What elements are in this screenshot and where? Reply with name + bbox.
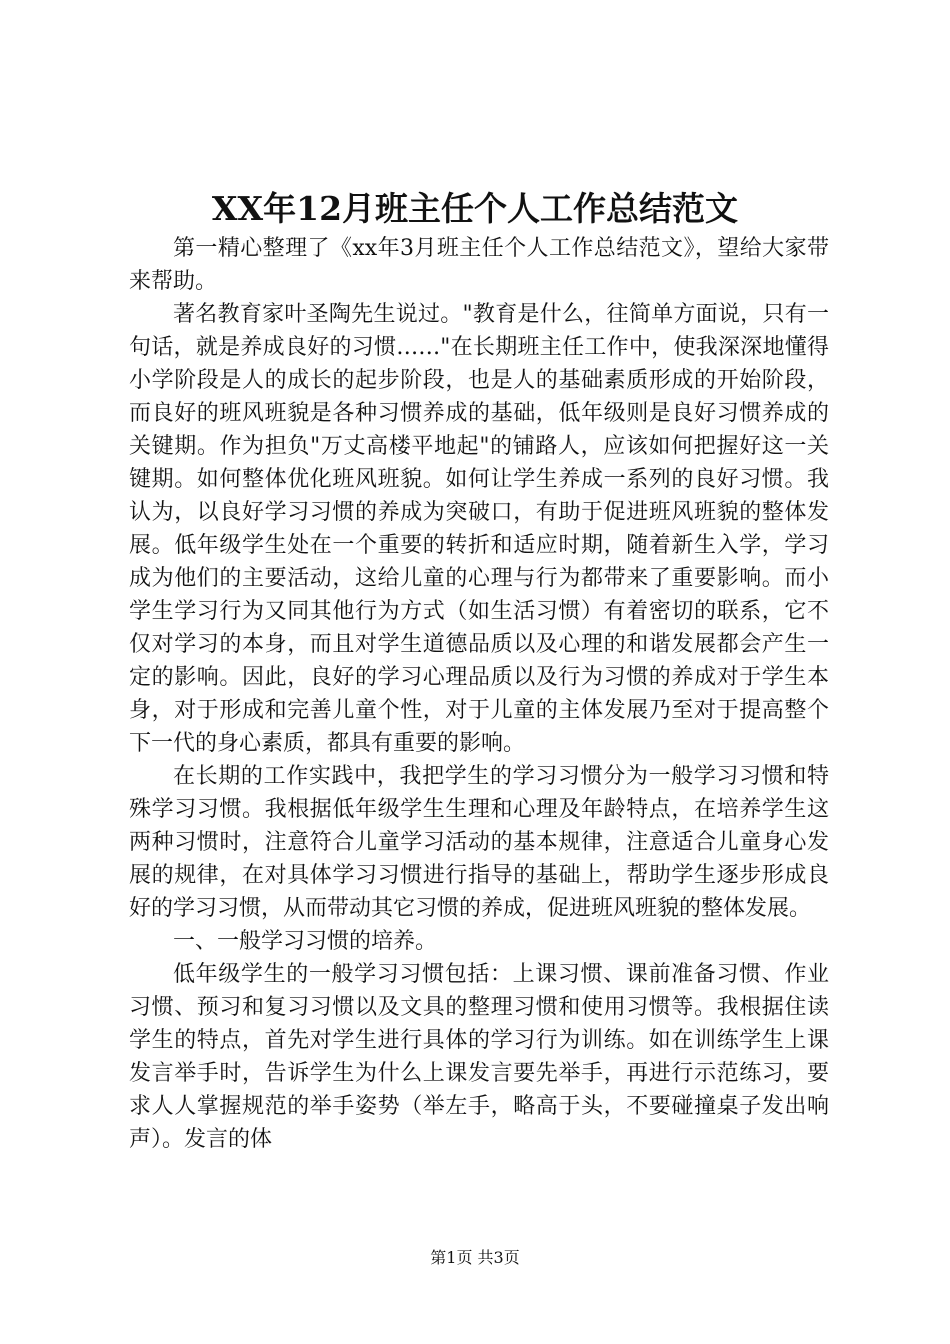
paragraph-quote: 著名教育家叶圣陶先生说过。"教育是什么，往简单方面说，只有一句话，就是养成良好的习惯……"在长期班主任工作中，使我深深地懂得小学阶段是人的成长的起步阶段，也是人的基础素质形成的开始阶段，而良好的班风班貌是各种习惯养成的基础，低年级则是良好习惯养成的关键期。作为担负"万丈高楼平地起"的铺路人，应该如何把握好这一关键期。如何整体优化班风班貌。如何让学生养成一系列的良好习惯。我认为，以良好学习习惯的养成为突破口，有助于促进班风班貌的整体发展。低年级学生处在一个重要的转折和适应时期，随着新生入学，学习成为他们的主要活动，这给儿童的心理与行为都带来了重要影响。而小学生学习行为又同其他行为方式（如生活习惯）有着密切的联系，它不仅对学习的本身，而且对学生道德品质以及心理的和谐发展都会产生一定的影响。因此，良好的学习心理品质以及行为习惯的养成对于学生本身，对于形成和完善儿童个性，对于儿童的主体发展乃至对于提高整个下一代的身心素质，都具有重要的影响。	[129, 302, 829, 756]
document-body	[129, 232, 829, 1156]
section-heading-general-habits: 一、一般学习习惯的培养。	[173, 929, 438, 954]
document-title: XX年12月班主任个人工作总结范文	[211, 189, 739, 228]
page-number-footer: 第1页 共3页	[430, 1248, 520, 1267]
paragraph-practice: 在长期的工作实践中，我把学生的学习习惯分为一般学习习惯和特殊学习习惯。我根据低年级学生生理和心理及年龄特点，在培养学生这两种习惯时，注意符合儿童学习活动的基本规律，注意适合儿童身心发展的规律，在对具体学习习惯进行指导的基础上，帮助学生逐步形成良好的学习习惯，从而带动其它习惯的养成，促进班风班貌的整体发展。	[129, 764, 829, 921]
paragraph-general-habits: 低年级学生的一般学习习惯包括：上课习惯、课前准备习惯、作业习惯、预习和复习习惯以及文具的整理习惯和使用习惯等。我根据住读学生的特点，首先对学生进行具体的学习行为训练。如在训练学生上课发言举手时，告诉学生为什么上课发言要先举手，再进行示范练习，要求人人掌握规范的举手姿势（举左手，略高于头，不要碰撞桌子发出响声）。发言的体	[129, 962, 829, 1152]
paragraph-intro: 第一精心整理了《xx年3月班主任个人工作总结范文》，望给大家带来帮助。	[129, 236, 829, 294]
